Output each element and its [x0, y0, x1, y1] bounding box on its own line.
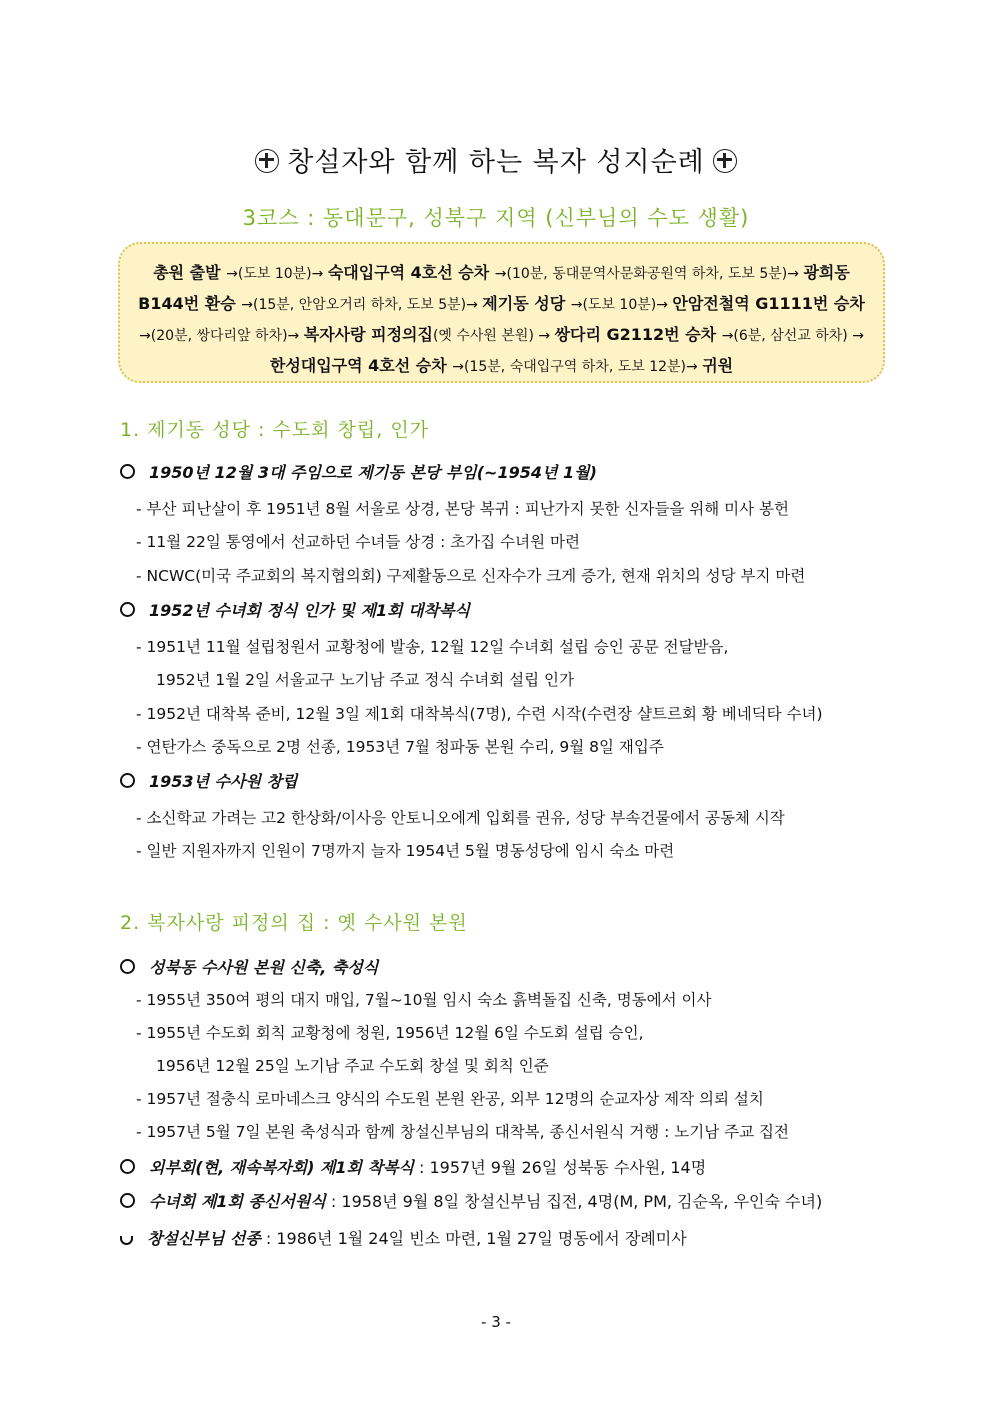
route-transfer-info: →(15분, 숙대입구역 하차, 도보 12분)→	[452, 359, 703, 375]
route-stop: 귀원	[702, 356, 734, 375]
bullet-text: 1952년 수녀회 정식 인가 및 제1회 대착복식	[149, 601, 470, 620]
route-transfer-info: →(6분, 삼선교 하차) →	[721, 328, 864, 344]
route-line	[132, 320, 871, 351]
route-stop: 총원 출발	[153, 263, 227, 282]
route-line	[132, 258, 871, 289]
page-title	[0, 140, 992, 179]
route-transfer-info: →(도보 10분)→	[226, 266, 328, 282]
bullet-heading	[120, 769, 297, 792]
bullet-detail: : 1957년 9월 26일 성북동 수사원, 14명	[413, 1158, 707, 1177]
list-item: - 1955년 350여 평의 대지 매입, 7월~10월 임시 숙소 흙벽돌집 신축, 명동에서 이사	[136, 991, 712, 1009]
list-item: - 1957년 5월 7일 본원 축성식과 함께 창설신부님의 대착복, 종신서원식 거행 : 노기남 주교 집전	[136, 1123, 789, 1141]
list-item: - 부산 피난살이 후 1951년 8월 서울로 상경, 본당 복귀 : 피난가지 못한 신자들을 위해 미사 봉헌	[136, 500, 789, 518]
cross-icon	[255, 149, 279, 173]
route-stop: 광희동	[803, 263, 850, 282]
course-subtitle: 3코스 : 동대문구, 성북구 지역 (신부님의 수도 생활)	[242, 206, 750, 230]
list-item: - 연탄가스 중독으로 2명 선종, 1953년 7월 청파동 본원 수리, 9월 8일 재입주	[136, 738, 664, 756]
bullet-text: 1950년 12월 3대 주임으로 제기동 본당 부임(~1954년 1월)	[149, 463, 597, 482]
list-item: - 1957년 절충식 로마네스크 양식의 수도원 본원 완공, 외부 12명의 순교자상 제작 의뢰 설치	[136, 1090, 764, 1108]
route-transfer-info: →(20분, 쌍다리앞 하차)→	[139, 328, 304, 344]
circle-bullet-icon	[120, 959, 135, 974]
circle-bullet-icon	[120, 602, 135, 617]
bullet-label: 외부회(현, 재속복자회) 제1회 착복식	[149, 1158, 414, 1177]
bullet-heading	[120, 955, 378, 978]
bullet-detail: : 1986년 1월 24일 빈소 마련, 1월 27일 명동에서 장례미사	[260, 1229, 687, 1248]
bullet-detail: : 1958년 9월 8일 창설신부님 집전, 4명(M, PM, 김순옥, 우인숙 수녀)	[325, 1192, 823, 1211]
route-transfer-info: →(도보 10분)→	[570, 297, 673, 313]
half-circle-bullet-icon	[120, 1236, 133, 1245]
route-stop: 제기동 성당	[482, 294, 571, 313]
title-text: 창설자와 함께 하는 복자 성지순례	[287, 147, 705, 178]
route-stop: 한성대입구역 4호선 승차	[269, 356, 453, 375]
section-heading: 2. 복자사랑 피정의 집 : 옛 수사원 본원	[120, 912, 468, 934]
list-item: - 1955년 수도회 회칙 교황청에 청원, 1956년 12월 6일 수도회 설립 승인,	[136, 1024, 644, 1042]
route-box	[118, 242, 885, 383]
list-item: 1952년 1월 2일 서울교구 노기남 주교 정식 수녀회 설립 인가	[156, 671, 574, 689]
bullet-heading	[120, 460, 597, 483]
bullet-heading	[120, 1189, 822, 1212]
bullet-heading	[120, 1155, 706, 1178]
section-heading: 1. 제기동 성당 : 수도회 창립, 인가	[120, 419, 430, 441]
list-item: - NCWC(미국 주교회의 복지협의회) 구제활동으로 신자수가 크게 증가, 현재 위치의 성당 부지 마련	[136, 567, 806, 585]
page-number: - 3 -	[481, 1313, 511, 1331]
list-item: - 1951년 11월 설립청원서 교황청에 발송, 12월 12일 수녀회 설립 승인 공문 전달받음,	[136, 638, 729, 656]
bullet-text: 성북동 수사원 본원 신축, 축성식	[149, 958, 379, 977]
list-item: - 일반 지원자까지 인원이 7명까지 늘자 1954년 5월 명동성당에 임시 숙소 마련	[136, 842, 675, 860]
route-stop: 숙대입구역 4호선 승차	[327, 263, 495, 282]
list-item: 1956년 12월 25일 노기남 주교 수도회 창설 및 회칙 인준	[156, 1057, 549, 1075]
route-line	[132, 289, 871, 320]
route-stop: 안암전철역 G1111번 승차	[672, 294, 865, 313]
route-line	[132, 351, 871, 382]
cross-icon	[713, 149, 737, 173]
route-stop: 복자사랑 피정의집	[303, 325, 433, 344]
bullet-label: 수녀회 제1회 종신서원식	[149, 1192, 326, 1211]
list-item: - 소신학교 가려는 고2 한상화/이사응 안토니오에게 입회를 권유, 성당 부속건물에서 공동체 시작	[136, 809, 785, 827]
list-item: - 11월 22일 통영에서 선교하던 수녀들 상경 : 초가집 수녀원 마련	[136, 533, 580, 551]
bullet-text: 1953년 수사원 창립	[149, 772, 298, 791]
circle-bullet-icon	[120, 464, 135, 479]
circle-bullet-icon	[120, 1159, 135, 1174]
route-stop: 쌍다리 G2112번 승차	[554, 325, 722, 344]
route-transfer-info: →(10분, 동대문역사문화공원역 하차, 도보 5분)→	[494, 266, 804, 282]
circle-bullet-icon	[120, 1193, 135, 1208]
bullet-heading	[120, 598, 470, 621]
list-item: - 1952년 대착복 준비, 12월 3일 제1회 대착복식(7명), 수련 시작(수련장 샬트르회 황 베네딕타 수녀)	[136, 705, 823, 723]
route-transfer-info: →(15분, 안암오거리 하차, 도보 5분)→	[241, 297, 483, 313]
bullet-heading	[120, 1226, 687, 1249]
circle-bullet-icon	[120, 773, 135, 788]
bullet-label: 창설신부님 선종	[147, 1229, 261, 1248]
route-stop: B144번 환승	[138, 294, 242, 313]
route-transfer-info: (옛 수사원 본원) →	[432, 328, 555, 344]
